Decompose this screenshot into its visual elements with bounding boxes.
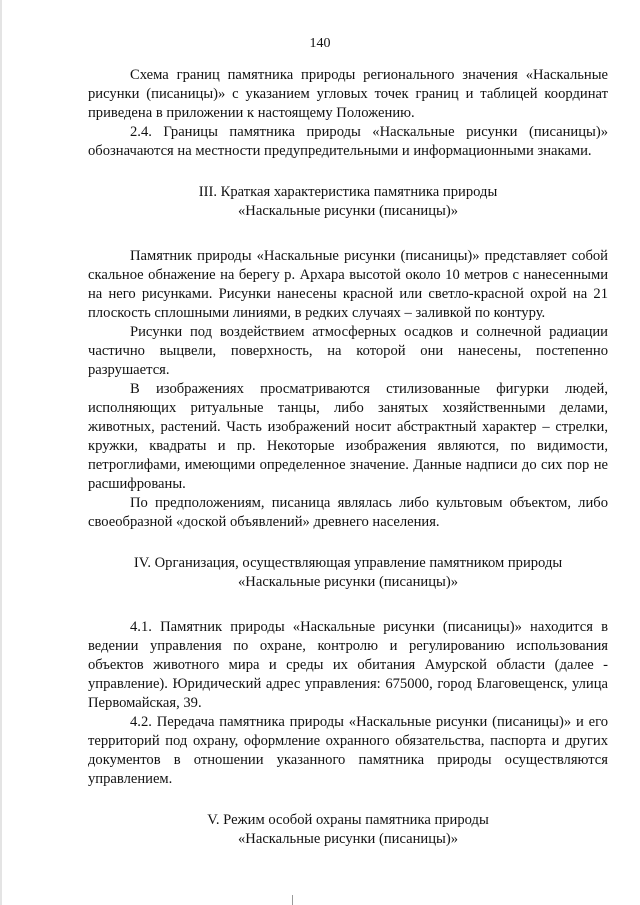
- section-3-subtitle: «Наскальные рисунки (писаницы)»: [238, 203, 458, 219]
- section-4-subtitle: «Наскальные рисунки (писаницы)»: [238, 574, 458, 590]
- document-body: [88, 66, 608, 849]
- scan-mark: [292, 895, 293, 905]
- paragraph-scheme: Схема границ памятника природы регионального значения «Наскальные рисунки (писаницы)» с указанием угловых точек границ и таблицей координат приведена в приложении к настоящему Положению.: [88, 67, 608, 121]
- section-5-subtitle: «Наскальные рисунки (писаницы)»: [238, 831, 458, 847]
- paragraph-4-1: 4.1. Памятник природы «Наскальные рисунки (писаницы)» находится в ведении управления по охране, контролю и регулированию использования объектов животного мира и среды их обитания Амурской области (далее - управление). Юридический адрес управления: 675000, город Благовещенск, улица Первомайская, 39.: [88, 619, 608, 711]
- paragraph-3-1: Памятник природы «Наскальные рисунки (писаницы)» представляет собой скальное обнажение на берегу р. Архара высотой около 10 метров с нанесенными на него рисунками. Рисунки нанесены красной или светло-красной охрой на 21 плоскость сплошными линиями, в редких случаях – заливкой по контуру.: [88, 248, 608, 321]
- paragraph-3-4: По предположениям, писаница являлась либо культовым объектом, либо своеобразной «доской объявлений» древнего населения.: [88, 495, 608, 530]
- paragraph-3-2: Рисунки под воздействием атмосферных осадков и солнечной радиации частично выцвели, поверхность, на которой они нанесены, постепенно разрушается.: [88, 324, 608, 378]
- section-5-title: V. Режим особой охраны памятника природы: [207, 812, 489, 828]
- paragraph-4-2: 4.2. Передача памятника природы «Наскальные рисунки (писаницы)» и его территорий под охрану, оформление охранного обязательства, паспорта и других документов в отношении указанного памятника природы осуществляются управлением.: [88, 714, 608, 787]
- section-4-title: IV. Организация, осуществляющая управление памятником природы: [133, 555, 563, 571]
- section-3-heading: [88, 183, 608, 221]
- paragraph-2-4: 2.4. Границы памятника природы «Наскальные рисунки (писаницы)» обозначаются на местности предупредительными и информационными знаками.: [88, 124, 608, 159]
- section-4-heading: [88, 554, 608, 592]
- scan-edge: [0, 0, 2, 905]
- paragraph-3-3: В изображениях просматриваются стилизованные фигурки людей, исполняющих ритуальные танцы, либо занятых хозяйственными делами, животных, растений. Часть изображений носит абстрактный характер – стрелки, кружки, квадраты и пр. Некоторые изображения являются, по видимости, петроглифами, имеющими определенное значение. Данные надписи до сих пор не расшифрованы.: [88, 381, 608, 492]
- section-3-title: III. Краткая характеристика памятника природы: [198, 184, 498, 200]
- page-number: 140: [309, 36, 331, 51]
- section-5-heading: [88, 811, 608, 849]
